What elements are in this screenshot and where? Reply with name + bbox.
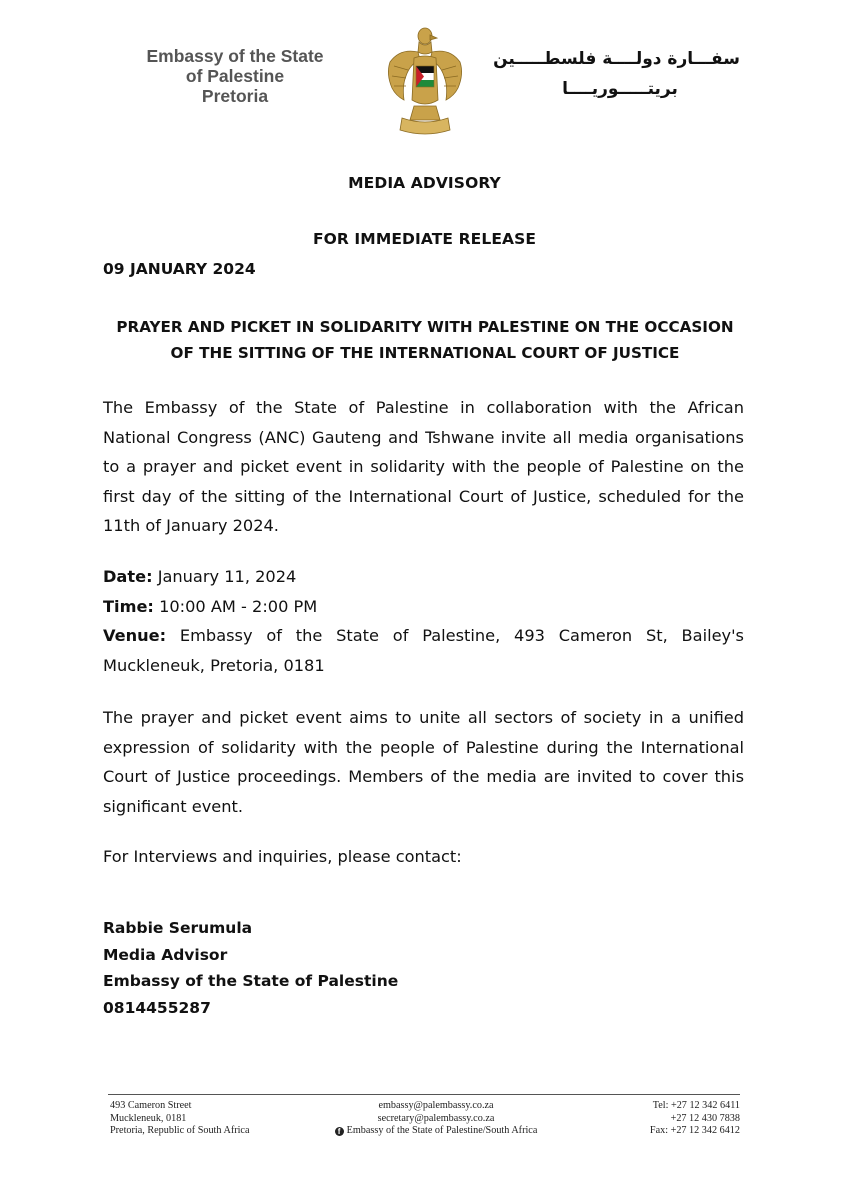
contact-title: Media Advisor <box>103 945 228 964</box>
venue-label: Venue: <box>103 626 167 646</box>
contact-phone: 0814455287 <box>103 998 211 1017</box>
letterhead-arabic <box>493 44 740 104</box>
footer-facebook-page: Embassy of the State of Palestine/South Africa <box>346 1125 538 1136</box>
letterhead-line-2: of Palestine <box>185 66 285 86</box>
footer-facebook[interactable] <box>305 1125 567 1138</box>
intro-paragraph: The Embassy of the State of Palestine in collaboration with the African National Congress (ANC) Gauteng and Tshwane invite all media organisations to a prayer and picket event in solidarity with the people of Palestine on the first day of the sitting of the International Court of Justice, scheduled for the 11th of January 2024. <box>103 398 744 536</box>
footer-tel-1: Tel: +27 12 342 6411 <box>652 1100 740 1111</box>
contact-name: Rabbie Serumula <box>103 919 253 937</box>
event-details <box>103 562 744 680</box>
advisory-type: MEDIA ADVISORY <box>348 174 501 192</box>
contact-organisation: Embassy of the State of Palestine <box>103 972 399 990</box>
footer-address <box>110 1100 249 1138</box>
footer-address-line-3: Pretoria, Republic of South Africa <box>110 1125 250 1136</box>
letterhead-arabic-line-2: بريتـــــوريــــا <box>562 79 678 99</box>
signature-block <box>103 915 398 1021</box>
footer-tel-2: +27 12 430 7838 <box>670 1112 740 1124</box>
letterhead-english <box>130 46 340 106</box>
footer-email-1[interactable]: embassy@palembassy.co.za <box>378 1100 494 1111</box>
footer-contacts <box>305 1100 567 1138</box>
headline-line-2: OF THE SITTING OF THE INTERNATIONAL COURT OF JUSTICE <box>170 344 680 362</box>
venue-row <box>103 621 744 680</box>
letterhead-line-1: Embassy of the State <box>146 46 324 66</box>
advisory-date: 09 JANUARY 2024 <box>103 260 256 278</box>
facebook-icon: f <box>335 1127 344 1136</box>
letterhead-line-3: Pretoria <box>201 86 269 106</box>
date-label: Date: <box>103 567 153 586</box>
footer-fax: Fax: +27 12 342 6412 <box>649 1125 740 1136</box>
time-value: 10:00 AM - 2:00 PM <box>153 596 318 616</box>
headline-line-1: PRAYER AND PICKET IN SOLIDARITY WITH PALESTINE ON THE OCCASION <box>116 318 734 336</box>
contact-intro: For Interviews and inquiries, please contact: <box>103 847 462 866</box>
time-label: Time: <box>103 596 154 616</box>
footer-address-line-2: Muckleneuk, 0181 <box>110 1112 187 1124</box>
letterhead-arabic-line-1: سفـــارة دولــــة فلسطـــــين <box>493 49 740 69</box>
time-row <box>103 592 744 622</box>
footer-email-2[interactable]: secretary@palembassy.co.za <box>377 1112 495 1124</box>
aim-paragraph: The prayer and picket event aims to unite all sectors of society in a unified expression of solidarity with the people of Palestine during the International Court of Justice proceedings. Members of the media are invited to cover this significant event. <box>103 708 744 816</box>
headline <box>95 314 755 366</box>
date-row <box>103 562 744 592</box>
date-value: January 11, 2024 <box>152 567 297 586</box>
venue-value: Embassy of the State of Palestine, 493 Cameron St, Bailey's Muckleneuk, Pretoria, 0181 <box>103 626 744 675</box>
footer-address-line-1: 493 Cameron Street <box>110 1100 192 1111</box>
footer-phones <box>600 1100 740 1138</box>
footer-divider <box>108 1094 740 1095</box>
palestine-eagle-emblem-icon <box>380 22 470 138</box>
release-notice: FOR IMMEDIATE RELEASE <box>312 230 537 248</box>
